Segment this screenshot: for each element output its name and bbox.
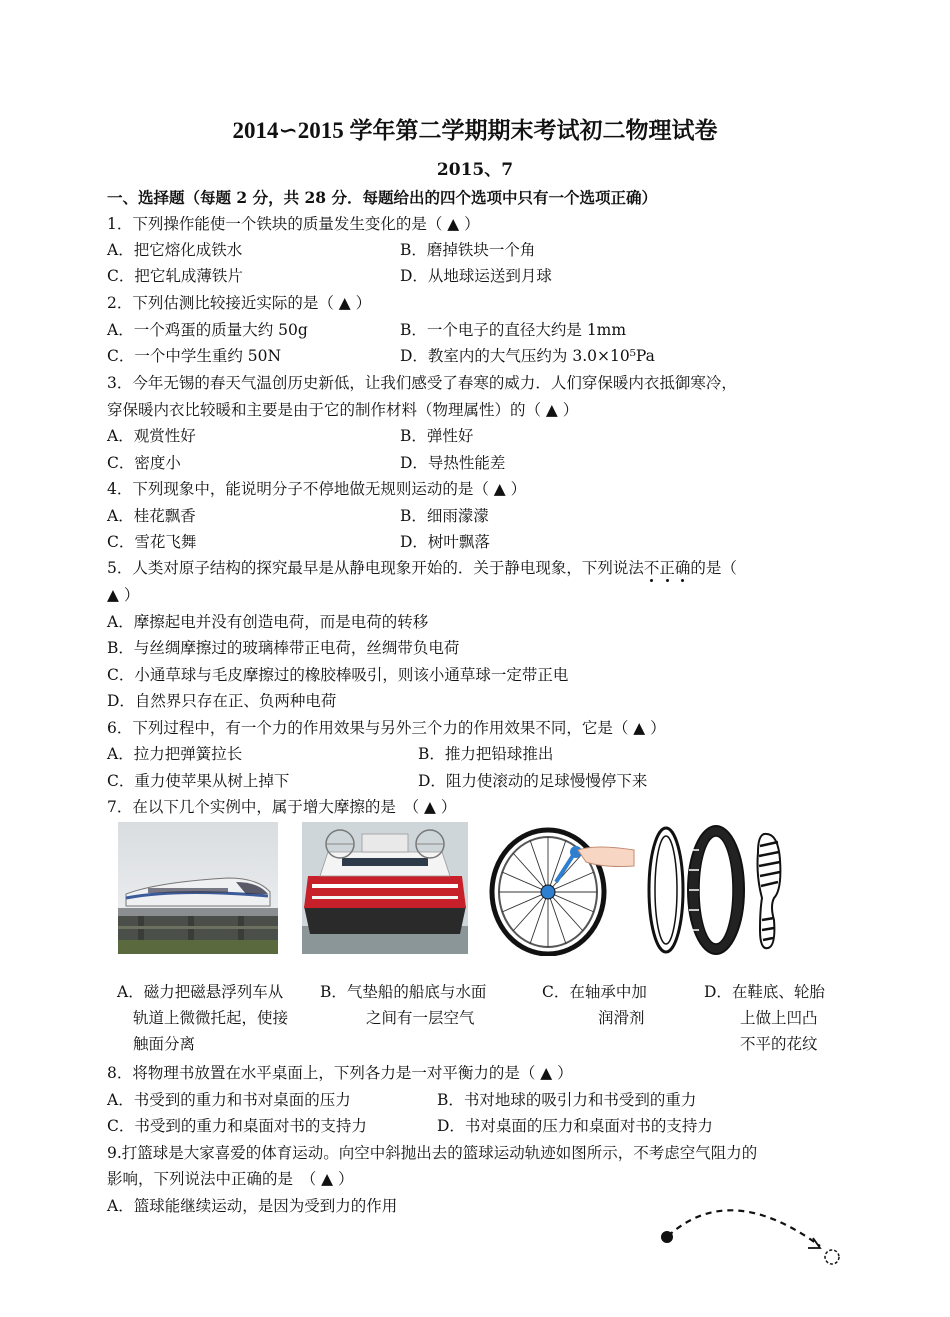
q4-stem: 4．下列现象中，能说明分子不停地做无规则运动的是（ ▲ ） <box>107 480 527 498</box>
q7-option-c <box>542 979 647 1031</box>
q5-option-b: B．与丝绸摩擦过的玻璃棒带正电荷，丝绸带负电荷 <box>107 639 460 657</box>
q7-option-c-line1: C．在轴承中加 <box>542 983 647 1001</box>
hovercraft-photo <box>302 822 468 954</box>
q4-option-d: D．树叶飘落 <box>400 533 490 551</box>
q5-option-d: D．自然界只存在正、负两种电荷 <box>107 692 337 710</box>
q4-option-a: A．桂花飘香 <box>107 507 196 525</box>
q4-option-b: B．细雨濛濛 <box>400 507 489 525</box>
page-title: 2014∽2015 学年第二学期期末考试初二物理试卷 <box>232 118 718 143</box>
q8-option-a: A．书受到的重力和书对桌面的压力 <box>107 1091 351 1109</box>
q7-option-d-line2: 上做上凹凸 <box>740 1009 818 1027</box>
q7-option-b-line2: 之间有一层空气 <box>366 1009 475 1027</box>
q5-emphasis-3: 确 <box>674 559 691 577</box>
q1-stem: 1．下列操作能使一个铁块的质量发生变化的是（ ▲ ） <box>107 215 480 233</box>
q2-option-b: B．一个电子的直径大约是 1mm <box>400 321 627 339</box>
q5-option-c: C．小通草球与毛皮摩擦过的橡胶棒吸引，则该小通草球一定带正电 <box>107 666 569 684</box>
maglev-train-photo <box>118 822 278 954</box>
q7-option-d <box>704 979 825 1057</box>
q8-stem: 8．将物理书放置在水平桌面上，下列各力是一对平衡力的是（ ▲ ） <box>107 1064 573 1082</box>
basketball-trajectory-diagram <box>650 1190 850 1270</box>
q2-option-d: D．教室内的大气压约为 3.0×10⁵Pa <box>400 347 655 365</box>
q1-option-c: C．把它轧成薄铁片 <box>107 267 243 285</box>
q3-option-d: D．导热性能差 <box>400 454 506 472</box>
q6-stem: 6．下列过程中，有一个力的作用效果与另外三个力的作用效果不同，它是（ ▲ ） <box>107 719 666 737</box>
wheel-oiling-drawing <box>486 820 636 956</box>
q2-stem: 2．下列估测比较接近实际的是（ ▲ ） <box>107 294 372 312</box>
q6-option-a: A．拉力把弹簧拉长 <box>107 745 243 763</box>
q7-option-a-line1: A．磁力把磁悬浮列车从 <box>117 983 284 1001</box>
q3-option-c: C．密度小 <box>107 454 181 472</box>
q5-stem <box>107 556 737 578</box>
tire-and-sole-drawing <box>646 820 790 956</box>
q5-option-a: A．摩擦起电并没有创造电荷，而是电荷的转移 <box>107 613 429 631</box>
q7-option-d-line1: D．在鞋底、轮胎 <box>704 983 825 1001</box>
q5-stem-line2: ▲ ） <box>107 586 140 604</box>
q9-option-a: A．篮球能继续运动，是因为受到力的作用 <box>107 1197 398 1215</box>
q8-option-d: D．书对桌面的压力和桌面对书的支持力 <box>437 1117 713 1135</box>
q7-option-a-line2: 轨道上微微托起，使接 <box>133 1009 289 1027</box>
q7-stem: 7．在以下几个实例中，属于增大摩擦的是 （ ▲ ） <box>107 798 457 816</box>
q6-option-b: B．推力把铅球推出 <box>418 745 554 763</box>
q9-stem-line2: 影响，下列说法中正确的是 （ ▲ ） <box>107 1170 354 1188</box>
q2-option-a: A．一个鸡蛋的质量大约 50g <box>107 321 308 339</box>
q8-option-c: C．书受到的重力和桌面对书的支持力 <box>107 1117 367 1135</box>
q1-option-b: B．磨掉铁块一个角 <box>400 241 536 259</box>
q6-option-d: D．阻力使滚动的足球慢慢停下来 <box>418 772 648 790</box>
q3-stem-line2: 穿保暖内衣比较暖和主要是由于它的制作材料（物理属性）的（ ▲ ） <box>107 401 579 419</box>
section-heading: 一、选择题（每题 2 分，共 28 分．每题给出的四个选项中只有一个选项正确） <box>107 188 657 207</box>
q6-option-c: C．重力使苹果从树上掉下 <box>107 772 290 790</box>
q7-option-a <box>117 979 288 1057</box>
q7-option-b-line1: B．气垫船的船底与水面 <box>320 983 487 1001</box>
q5-emphasis-2: 正 <box>659 559 675 577</box>
q3-option-b: B．弹性好 <box>400 427 474 445</box>
q3-option-a: A．观赏性好 <box>107 427 196 445</box>
q5-emphasis-1: 不 <box>643 559 660 577</box>
q7-option-a-line3: 触面分离 <box>133 1035 196 1053</box>
q8-option-b: B．书对地球的吸引力和书受到的重力 <box>437 1091 697 1109</box>
q7-option-b <box>320 979 486 1031</box>
q9-stem-line1: 9.打篮球是大家喜爱的体育运动。向空中斜抛出去的篮球运动轨迹如图所示，不考虑空气阻力的 <box>107 1144 758 1162</box>
q7-option-d-line3: 不平的花纹 <box>740 1035 818 1053</box>
q5-stem-post: 的是（ <box>690 559 737 577</box>
q7-option-c-line2: 润滑剂 <box>598 1009 645 1027</box>
exam-date: 2015、7 <box>436 160 514 180</box>
q1-option-a: A．把它熔化成铁水 <box>107 241 243 259</box>
q3-stem-line1: 3．今年无锡的春天气温创历史新低，让我们感受了春寒的威力．人们穿保暖内衣抵御寒冷， <box>107 374 737 392</box>
q1-option-d: D．从地球运送到月球 <box>400 267 552 285</box>
q4-option-c: C．雪花飞舞 <box>107 533 197 551</box>
q2-option-c: C．一个中学生重约 50N <box>107 347 282 365</box>
q5-stem-pre: 5．人类对原子结构的探究最早是从静电现象开始的．关于静电现象，下列说法 <box>107 559 644 577</box>
